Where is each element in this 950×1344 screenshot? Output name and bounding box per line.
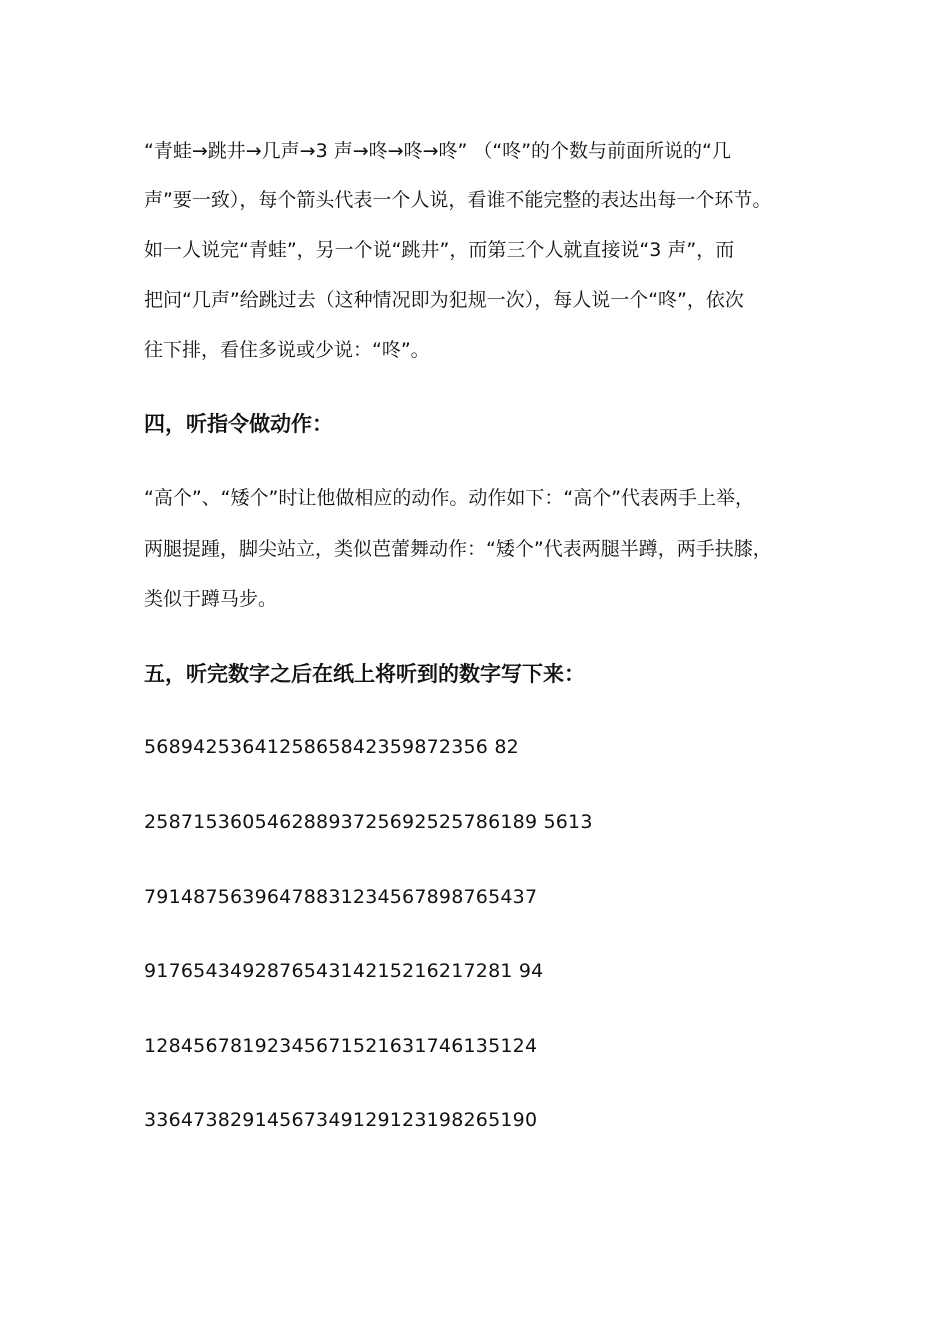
- paragraph-line: 如一人说完“青蛙”，另一个说“跳井”，而第三个人就直接说“3 声”，而: [144, 239, 735, 261]
- number-sequence: 33647382914567349129123198265190: [144, 1109, 538, 1131]
- number-sequence: 25871536054628893725692525786189 5613: [144, 811, 593, 833]
- number-sequence: 12845678192345671521631746135124: [144, 1035, 538, 1057]
- paragraph-line: 类似于蹲马步。: [144, 588, 278, 610]
- paragraph-line: “高个”、“矮个”时让他做相应的动作。动作如下：“高个”代表两手上举，: [144, 487, 755, 509]
- paragraph-line: 往下排，看住多说或少说：“咚”。: [144, 339, 430, 361]
- section-heading: 五，听完数字之后在纸上将听到的数字写下来：: [144, 662, 585, 686]
- number-sequence: 5689425364125865842359872356 82: [144, 736, 519, 758]
- number-sequence: 79148756396478831234567898765437: [144, 886, 538, 908]
- paragraph-line: “青蛙→跳井→几声→3 声→咚→咚→咚” （“咚”的个数与前面所说的“几: [144, 140, 731, 162]
- paragraph-line: 把问“几声”给跳过去（这种情况即为犯规一次），每人说一个“咚”，依次: [144, 289, 744, 311]
- paragraph-line: 声”要一致），每个箭头代表一个人说，看谁不能完整的表达出每一个环节。: [144, 189, 772, 211]
- number-sequence: 917654349287654314215216217281 94: [144, 960, 544, 982]
- paragraph-line: 两腿提踵，脚尖站立，类似芭蕾舞动作：“矮个”代表两腿半蹲，两手扶膝，: [144, 538, 772, 560]
- section-heading: 四，听指令做动作：: [144, 412, 333, 436]
